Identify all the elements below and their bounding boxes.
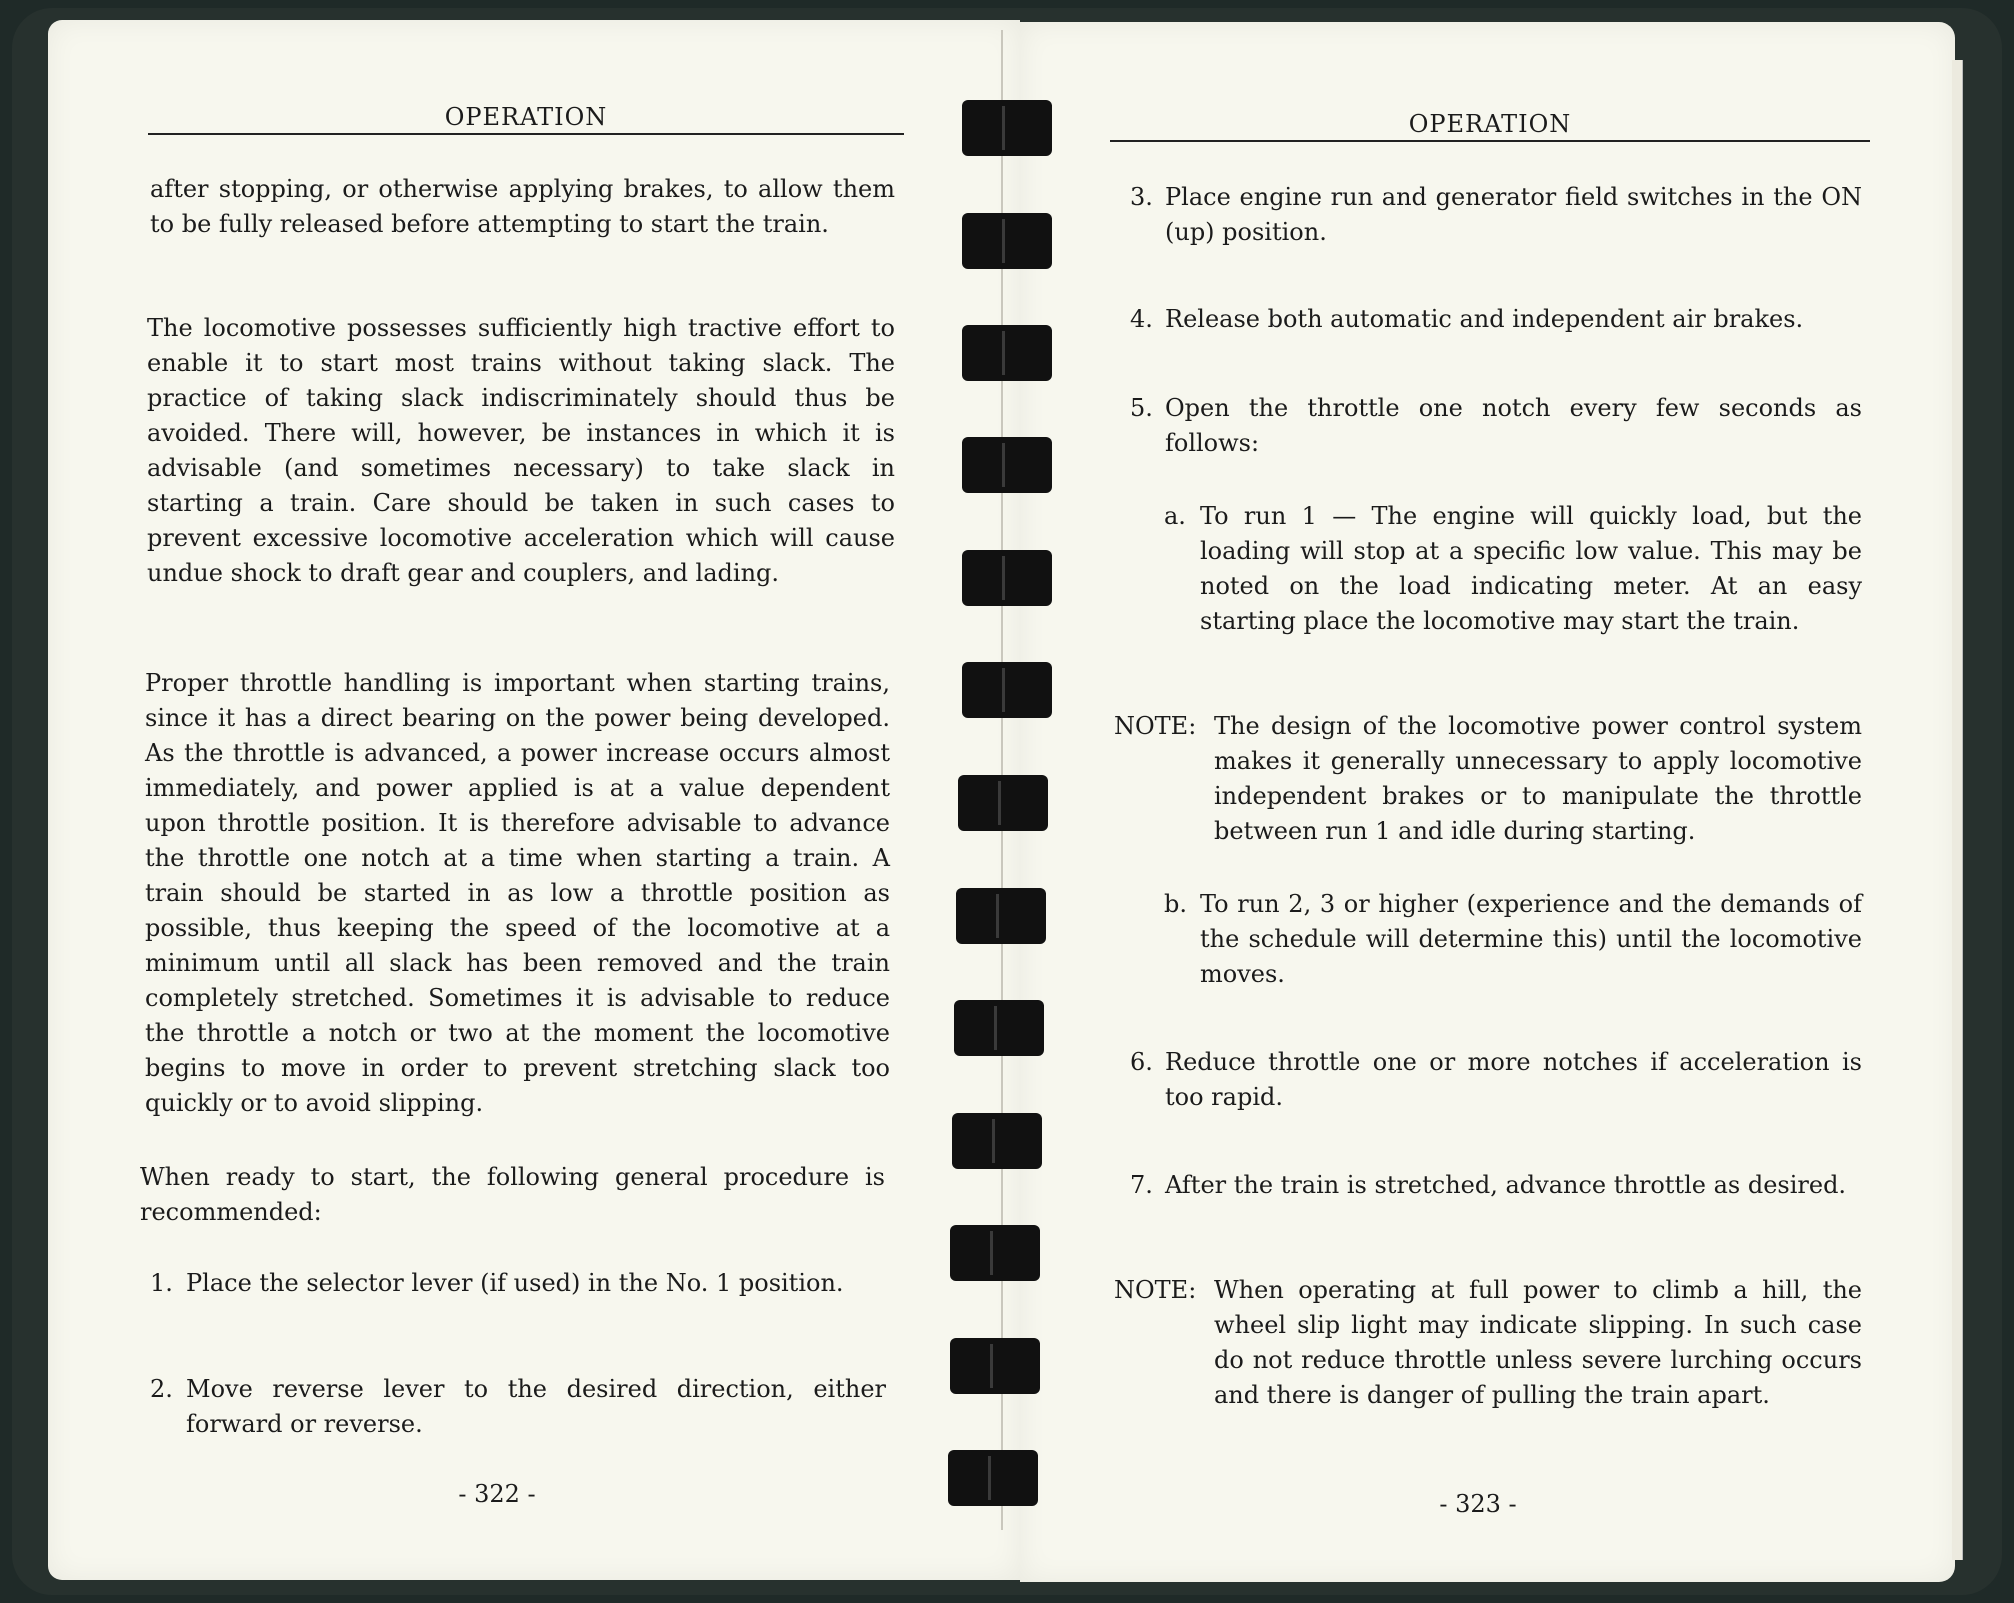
right-step-4 — [1130, 302, 1862, 337]
step-text: Move reverse lever to the desired direction, either forward or reverse. — [186, 1375, 886, 1438]
step-text: Release both automatic and independent air brakes. — [1165, 305, 1804, 333]
binding-ring — [962, 437, 1052, 493]
left-paragraph-3: Proper throttle handling is important when starting trains, since it has a direct bearing on the power being developed. As the throttle is advanced, a power increase occurs almost immediately, and power applied is at a value dependent upon throttle position. It is therefore advisable to advance the throttle one notch at a time when starting a train. A train should be started in as low a throttle position as possible, thus keeping the speed of the locomotive at a minimum until all slack has been removed and the train completely stretched. Sometimes it is advisable to reduce the throttle a notch or two at the moment the locomotive begins to move in order to prevent stretching slack too quickly or to avoid slipping. — [145, 669, 890, 1117]
note-label: NOTE: — [1114, 712, 1197, 740]
binding-ring — [962, 325, 1052, 381]
step-number: 6. — [1130, 1048, 1153, 1076]
step-number: 7. — [1130, 1171, 1153, 1199]
binding-ring — [958, 775, 1048, 831]
left-step-1 — [150, 1266, 886, 1301]
substep-text: To run 1 — The engine will quickly load, but the loading will stop at a specific low value. This may be noted on the load indicating meter. At an easy starting place the locomotive may start the train. — [1200, 502, 1862, 635]
right-running-header: OPERATION — [1110, 110, 1870, 142]
substep-text: To run 2, 3 or higher (experience and the demands of the schedule will determine this) until the locomotive moves. — [1200, 890, 1862, 988]
binding-ring — [962, 662, 1052, 718]
right-page-number: - 323 - — [1439, 1490, 1517, 1518]
step-number: 3. — [1130, 183, 1153, 211]
substep-letter: b. — [1164, 890, 1187, 918]
substep-letter: a. — [1164, 502, 1186, 530]
binding-ring — [962, 100, 1052, 156]
step-text: Place engine run and generator field switches in the ON (up) position. — [1165, 183, 1862, 246]
right-substep-a — [1164, 499, 1862, 639]
right-note-2 — [1114, 1273, 1862, 1413]
right-step-3 — [1130, 180, 1862, 250]
left-running-header: OPERATION — [148, 103, 904, 135]
note-text: When operating at full power to climb a hill, the wheel slip light may indicate slipping. In such case do not reduce throttle unless severe lurching occurs and there is danger of pulling the train apart. — [1214, 1276, 1862, 1409]
left-step-2 — [150, 1372, 886, 1442]
step-number: 1. — [150, 1269, 173, 1297]
right-step-6 — [1130, 1045, 1862, 1115]
step-number: 5. — [1130, 394, 1153, 422]
step-number: 4. — [1130, 305, 1153, 333]
binding-ring — [950, 1225, 1040, 1281]
step-number: 2. — [150, 1375, 173, 1403]
right-step-7 — [1130, 1168, 1862, 1203]
right-note-1 — [1114, 709, 1862, 849]
step-text: Open the throttle one notch every few seconds as follows: — [1165, 394, 1862, 457]
binding-ring — [962, 550, 1052, 606]
note-text: The design of the locomotive power control system makes it generally unnecessary to apply locomotive independent brakes or to manipulate the throttle between run 1 and idle during starting. — [1214, 712, 1862, 845]
binding-ring — [948, 1450, 1038, 1506]
binding-ring — [956, 888, 1046, 944]
left-paragraph-2: The locomotive possesses sufficiently high tractive effort to enable it to start most trains without taking slack. The practice of taking slack indiscriminately should thus be avoided. There will, however, be instances in which it is advisable (and sometimes necessary) to take slack in starting a train. Care should be taken in such cases to prevent excessive locomotive acceleration which will cause undue shock to draft gear and couplers, and lading. — [147, 314, 895, 587]
binding-ring — [950, 1338, 1040, 1394]
left-paragraph-1: after stopping, or otherwise applying brakes, to allow them to be fully released before attempting to start the train. — [150, 175, 895, 238]
left-page-number: - 322 - — [458, 1480, 536, 1508]
note-label: NOTE: — [1114, 1276, 1197, 1304]
right-substep-b — [1164, 887, 1862, 992]
page-edges — [1952, 60, 1963, 1560]
binding-ring — [962, 213, 1052, 269]
step-text: Place the selector lever (if used) in the No. 1 position. — [186, 1269, 844, 1297]
step-text: Reduce throttle one or more notches if acceleration is too rapid. — [1165, 1048, 1862, 1111]
step-text: After the train is stretched, advance throttle as desired. — [1165, 1171, 1847, 1199]
right-step-5 — [1130, 391, 1862, 461]
binding-ring — [954, 1000, 1044, 1056]
left-paragraph-4: When ready to start, the following general procedure is recommended: — [140, 1163, 885, 1226]
binding-ring — [952, 1113, 1042, 1169]
